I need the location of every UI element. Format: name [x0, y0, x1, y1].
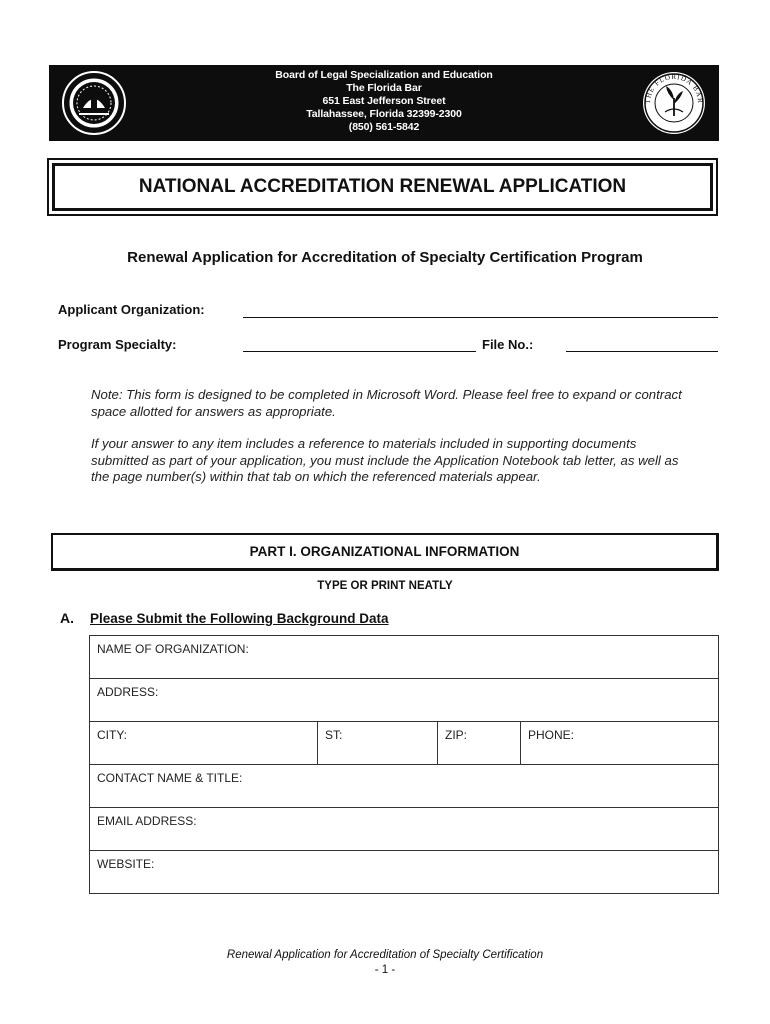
- file-no-field[interactable]: [566, 351, 718, 352]
- part1-heading: [51, 533, 719, 571]
- section-a-title: Please Submit the Following Background Data: [90, 611, 389, 626]
- city-cell[interactable]: CITY:: [90, 722, 318, 765]
- website-cell[interactable]: WEBSITE:: [90, 851, 719, 894]
- table-row: [90, 722, 719, 765]
- address-cell[interactable]: ADDRESS:: [90, 679, 719, 722]
- note-references: If your answer to any item includes a reference to materials included in supporting documents submitted as part of your application, you must include the Application Notebook tab letter, as well as the page number(s) within that tab on which the referenced materials appear.: [91, 436, 679, 484]
- file-no-label: File No.:: [482, 337, 534, 352]
- applicant-organization-field[interactable]: [243, 317, 718, 318]
- applicant-organization-label: Applicant Organization:: [58, 302, 205, 317]
- letterhead-line-1: Board of Legal Specialization and Education: [275, 69, 493, 81]
- table-row: [90, 636, 719, 679]
- table-row: [90, 851, 719, 894]
- table-row: [90, 808, 719, 851]
- zip-cell[interactable]: ZIP:: [438, 722, 521, 765]
- contact-name-cell[interactable]: CONTACT NAME & TITLE:: [90, 765, 719, 808]
- page-footer: [0, 948, 770, 978]
- letterhead-line-3: 651 East Jefferson Street: [322, 95, 446, 107]
- section-a-letter: A.: [60, 610, 74, 626]
- program-specialty-label: Program Specialty:: [58, 337, 177, 352]
- part1-title: PART I. ORGANIZATIONAL INFORMATION: [249, 544, 520, 559]
- table-row: [90, 679, 719, 722]
- footer-title: Renewal Application for Accreditation of Specialty Certification: [226, 949, 544, 961]
- email-address-cell[interactable]: EMAIL ADDRESS:: [90, 808, 719, 851]
- title-box: [47, 158, 718, 216]
- letterhead-line-4: Tallahassee, Florida 32399-2300: [306, 108, 462, 120]
- organization-name-cell[interactable]: NAME OF ORGANIZATION:: [90, 636, 719, 679]
- page-title: NATIONAL ACCREDITATION RENEWAL APPLICATION: [52, 163, 713, 211]
- phone-cell[interactable]: PHONE:: [521, 722, 719, 765]
- seal-right-text: THE FLORIDA BAR: [643, 72, 705, 105]
- board-certified-seal-icon: [641, 70, 707, 136]
- page-number: - 1 -: [374, 964, 396, 976]
- letterhead: [49, 65, 719, 141]
- table-row: [90, 765, 719, 808]
- type-print-instruction: TYPE OR PRINT NEATLY: [317, 580, 453, 592]
- page-subtitle: Renewal Application for Accreditation of Specialty Certification Program: [127, 249, 643, 266]
- background-data-table: [89, 635, 719, 894]
- letterhead-line-5: (850) 561-5842: [348, 121, 420, 133]
- state-cell[interactable]: ST:: [318, 722, 438, 765]
- program-specialty-field[interactable]: [243, 351, 476, 352]
- letterhead-line-2: The Florida Bar: [346, 82, 422, 94]
- note-word-form: Note: This form is designed to be completed in Microsoft Word. Please feel free to expand or contract space allotted for answers as appropriate.: [91, 387, 682, 419]
